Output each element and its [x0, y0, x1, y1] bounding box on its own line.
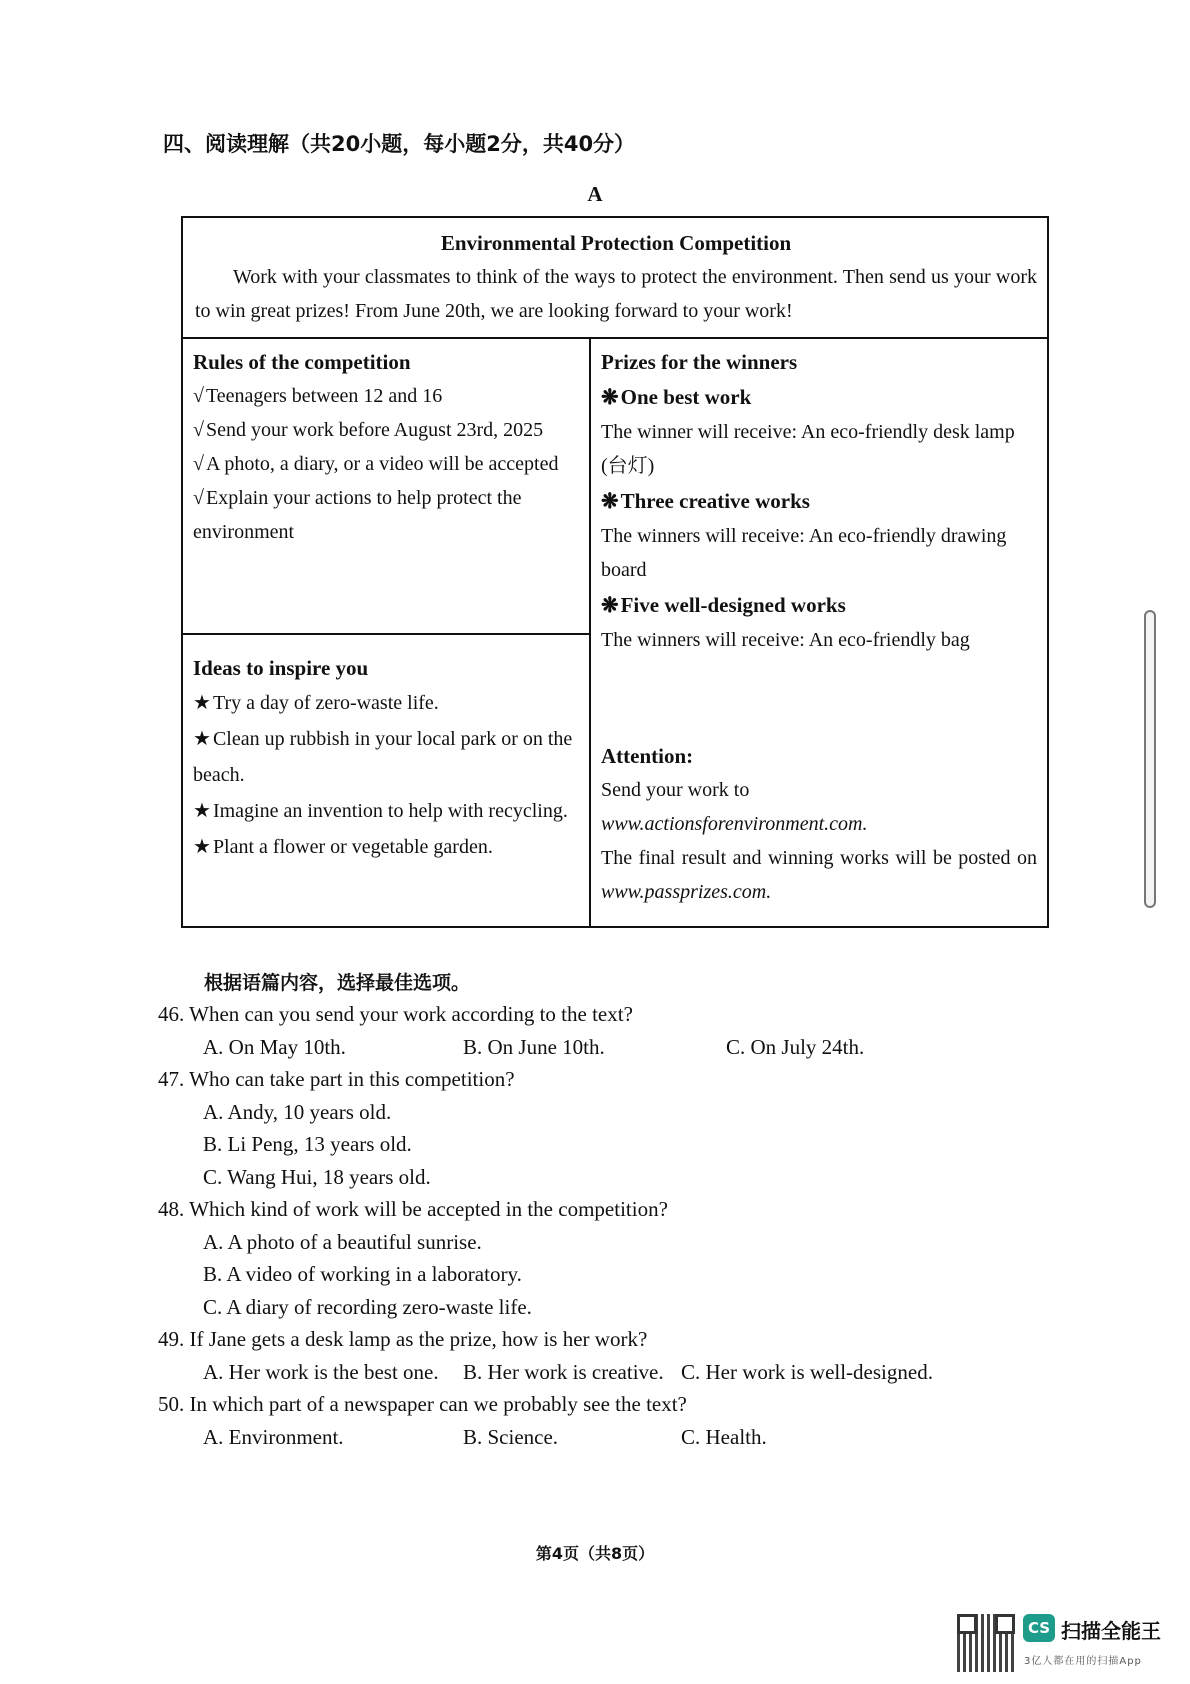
option-row — [158, 1356, 1058, 1389]
star-icon: ★ — [193, 800, 211, 822]
star-icon: ★ — [193, 692, 211, 714]
question-stem: 48. Which kind of work will be accepted in the competition? — [158, 1197, 668, 1221]
camscanner-logo: CS — [1023, 1614, 1055, 1642]
option: B. A video of working in a laboratory. — [203, 1262, 522, 1286]
section-heading: 四、阅读理解（共20小题，每小题2分，共40分） — [163, 132, 636, 156]
option: B. Li Peng, 13 years old. — [203, 1132, 412, 1156]
qr-code-icon — [957, 1614, 1015, 1672]
question-stem: 46. When can you send your work according to the text? — [158, 1002, 633, 1026]
attention-block — [601, 739, 1037, 909]
watermark-slogan: 3亿人都在用的扫描App — [1024, 1656, 1142, 1667]
star-icon: ★ — [193, 836, 211, 858]
prize-text: The winners will receive: An eco-friendly bag — [601, 629, 970, 651]
ideas-title: Ideas to inspire you — [193, 656, 369, 680]
idea-item: ★ Try a day of zero-waste life. — [193, 692, 439, 714]
prize-heading: ❋Three creative works — [601, 489, 810, 513]
asterisk-icon: ❋ — [601, 593, 619, 617]
idea-item: ★ Imagine an invention to help with recycling. — [193, 800, 568, 822]
notice-title: Environmental Protection Competition — [440, 231, 792, 255]
scrollbar-thumb[interactable] — [1144, 610, 1156, 908]
competition-notice — [181, 216, 1049, 928]
question-instruction: 根据语篇内容，选择最佳选项。 — [204, 972, 471, 994]
question-stem: 49. If Jane gets a desk lamp as the prize, how is her work? — [158, 1327, 648, 1351]
prizes-column — [589, 337, 1047, 926]
option: A. Environment. — [203, 1424, 344, 1449]
question-list — [158, 998, 1058, 1453]
question-stem: 50. In which part of a newspaper can we probably see the text? — [158, 1392, 687, 1416]
prize-heading: ❋Five well-designed works — [601, 593, 846, 617]
option: C. Her work is well-designed. — [681, 1359, 933, 1384]
prize-heading: ❋One best work — [601, 385, 752, 409]
check-mark: √ — [193, 385, 204, 407]
option: B. On June 10th. — [463, 1034, 605, 1059]
asterisk-icon: ❋ — [601, 489, 619, 513]
option-row — [158, 1031, 1058, 1064]
send-label: Send your work to — [601, 779, 750, 801]
rules-box — [183, 337, 589, 635]
page-number: 第4页（共8页） — [535, 1544, 655, 1563]
option: A. A photo of a beautiful sunrise. — [203, 1229, 482, 1254]
star-icon: ★ — [193, 728, 211, 750]
question-stem: 47. Who can take part in this competition? — [158, 1067, 515, 1091]
rules-title: Rules of the competition — [193, 350, 411, 374]
results-url: www.passprizes.com. — [601, 881, 772, 903]
option: C. A diary of recording zero-waste life. — [203, 1294, 532, 1319]
rule-item: √ A photo, a diary, or a video will be accepted — [193, 453, 559, 475]
idea-item: ★ Plant a flower or vegetable garden. — [193, 836, 493, 858]
prize-text: The winners will receive: An eco-friendly drawing board — [601, 525, 1007, 581]
option-row — [158, 1421, 1058, 1454]
idea-item: ★ Clean up rubbish in your local park or on the beach. — [193, 728, 573, 786]
option: C. Wang Hui, 18 years old. — [203, 1164, 431, 1189]
watermark-app-name: 扫描全能王 — [1061, 1619, 1161, 1643]
asterisk-icon: ❋ — [601, 385, 619, 409]
left-column — [183, 337, 591, 926]
check-mark: √ — [193, 487, 204, 509]
passage-letter: A — [587, 182, 603, 206]
rule-item: √ Explain your actions to help protect the environment — [193, 487, 522, 543]
check-mark: √ — [193, 419, 204, 441]
notice-header — [183, 218, 1047, 339]
check-mark: √ — [193, 453, 204, 475]
option: B. Science. — [463, 1424, 559, 1449]
notice-intro: Work with your classmates to think of the ways to protect the environment. Then send us your work to win great prizes! From June 20th, we are looking forward to your work! — [195, 266, 1037, 322]
option: C. On July 24th. — [726, 1034, 865, 1059]
rule-item: √ Send your work before August 23rd, 2025 — [193, 419, 544, 441]
option: A. Her work is the best one. — [203, 1359, 439, 1384]
option: A. Andy, 10 years old. — [203, 1099, 392, 1124]
ideas-box — [183, 635, 589, 926]
attention-title: Attention: — [601, 744, 694, 768]
prizes-title: Prizes for the winners — [601, 350, 798, 374]
rule-item: √ Teenagers between 12 and 16 — [193, 385, 443, 407]
prize-text: The winner will receive: An eco-friendly desk lamp (台灯) — [601, 421, 1015, 477]
option: C. Health. — [681, 1424, 767, 1449]
option: A. On May 10th. — [203, 1034, 346, 1059]
option: B. Her work is creative. — [463, 1359, 664, 1384]
result-text: The final result and winning works will be posted on www.passprizes.com. — [601, 847, 1037, 903]
submission-url: www.actionsforenvironment.com. — [601, 813, 868, 835]
